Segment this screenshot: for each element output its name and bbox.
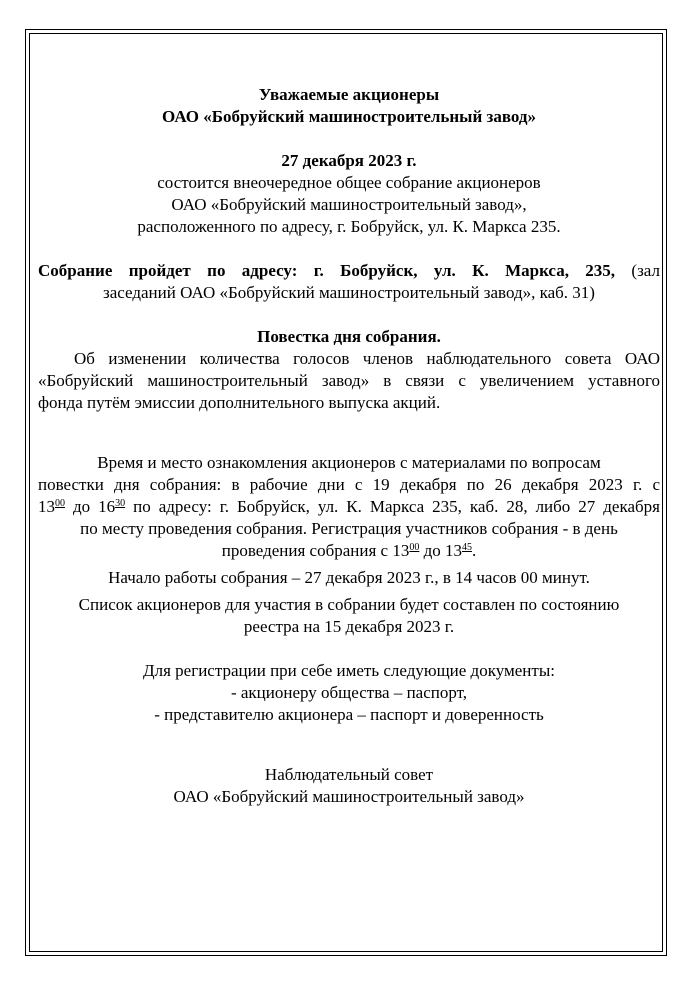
announcement-line-1: состоится внеочередное общее собрание акционеров (157, 173, 541, 192)
greeting-line-1: Уважаемые акционеры (258, 85, 440, 104)
time-minutes: 30 (115, 498, 126, 509)
agenda-title: Повестка дня собрания. (257, 327, 441, 346)
time-text: до 13 (419, 541, 462, 560)
start-time: Начало работы собрания – 27 декабря 2023 г., в 14 часов 00 минут. (108, 568, 590, 587)
agenda-line-1: Об изменении количества голосов членов наблюдательного совета ОАО (74, 349, 660, 368)
materials-line-1: Время и место ознакомления акционеров с материалами по вопросам (97, 453, 601, 472)
documents-item-2: - представителю акционера – паспорт и доверенность (154, 705, 544, 724)
venue-hall: (зал (615, 261, 660, 280)
time-text: . (472, 541, 477, 560)
materials-line-5 (38, 540, 660, 562)
venue-line-1 (38, 260, 660, 282)
materials-line-2: повестки дня собрания: в рабочие дни с 19 декабря по 26 декабря 2023 г. с (38, 475, 660, 494)
registration-text: проведения собрания с 13 (221, 541, 410, 560)
signature-line-2: ОАО «Бобруйский машиностроительный завод» (173, 787, 525, 806)
notice-document (38, 84, 660, 808)
venue-paragraph (38, 260, 660, 304)
signature-line-1: Наблюдательный совет (264, 765, 434, 784)
greeting-line-2: ОАО «Бобруйский машиностроительный завод» (161, 107, 537, 126)
agenda-line-2: «Бобруйский машиностроительный завод» в связи с увеличением уставного (38, 371, 660, 390)
time-text: до 16 (65, 497, 116, 516)
greeting-heading (38, 84, 660, 128)
announcement-line-2: ОАО «Бобруйский машиностроительный завод», (171, 195, 527, 214)
materials-line-4: по месту проведения собрания. Регистрация участников собрания - в день (80, 519, 618, 538)
agenda-line-3: фонда путём эмиссии дополнительного выпуска акций. (38, 393, 441, 412)
agenda-section (38, 326, 660, 414)
shareholder-list-paragraph (38, 594, 660, 638)
time-minutes: 45 (462, 542, 472, 553)
meeting-date: 27 декабря 2023 г. (281, 151, 417, 170)
meeting-announcement (38, 150, 660, 238)
materials-address-text: по адресу: г. Бобруйск, ул. К. Маркса 235, каб. 28, либо 27 декабря (125, 497, 660, 516)
materials-line-3 (38, 496, 660, 518)
materials-paragraph (38, 452, 660, 562)
time-text: 13 (38, 497, 55, 516)
venue-line-2: заседаний ОАО «Бобруйский машиностроительный завод», каб. 31) (103, 283, 595, 302)
shareholder-list-line-2: реестра на 15 декабря 2023 г. (243, 617, 455, 636)
announcement-line-3: расположенного по адресу, г. Бобруйск, ул. К. Маркса 235. (137, 217, 561, 236)
shareholder-list-line-1: Список акционеров для участия в собрании будет составлен по состоянию (78, 595, 620, 614)
documents-intro: Для регистрации при себе иметь следующие документы: (143, 661, 555, 680)
venue-address: Собрание пройдет по адресу: г. Бобруйск, ул. К. Маркса, 235, (38, 261, 616, 280)
documents-item-1: - акционеру общества – паспорт, (230, 683, 468, 702)
time-minutes: 00 (409, 542, 420, 553)
documents-paragraph (38, 660, 660, 726)
time-minutes: 00 (55, 498, 65, 509)
signature-block (38, 764, 660, 808)
